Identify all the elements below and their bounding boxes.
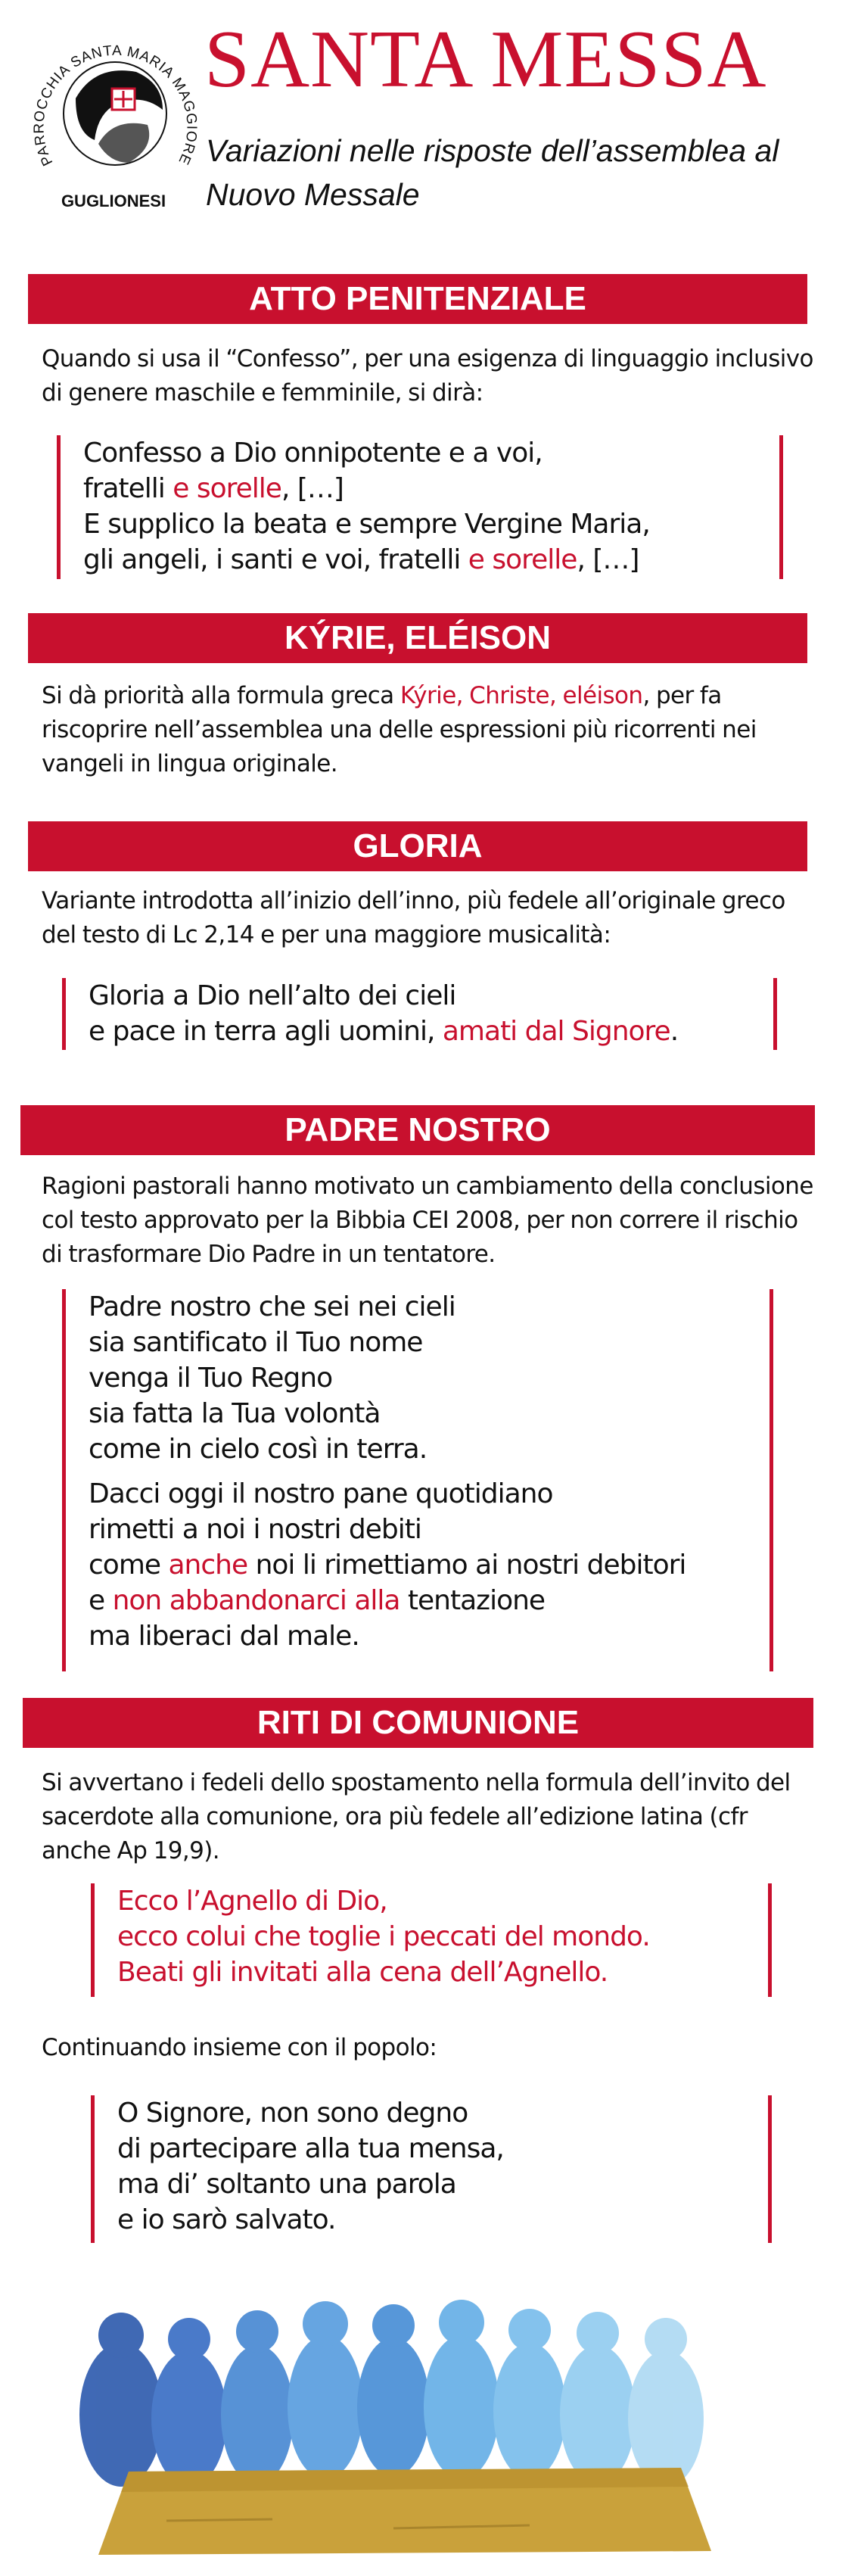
quote-line: E supplico la beata e sempre Vergine Maria, — [83, 509, 650, 540]
highlight-amati-dal-signore: amati dal Signore — [442, 1016, 670, 1047]
gloria-quote — [62, 978, 777, 1050]
continue-text: Continuando insieme con il popolo: — [42, 2034, 437, 2061]
header — [0, 0, 855, 250]
section-heading-riti-di-comunione: RITI DI COMUNIONE — [23, 1698, 813, 1748]
page-subtitle: Variazioni nelle risposte dell’assemblea al Nuovo Messale — [206, 133, 779, 212]
quote-line: di partecipare alla tua mensa, — [117, 2133, 504, 2164]
quote-line: O Signore, non sono degno — [117, 2098, 468, 2129]
quote-line: rimetti a noi i nostri debiti — [89, 1514, 421, 1545]
assembly-illustration — [76, 2294, 742, 2574]
signore-non-sono-degno-quote — [91, 2095, 772, 2243]
quote-line: venga il Tuo Regno — [89, 1363, 333, 1394]
quote-line: Padre nostro che sei nei cieli — [89, 1291, 455, 1322]
quote-line: sia fatta la Tua volontà — [89, 1398, 381, 1429]
kyrie-intro-text: Si dà priorità alla formula greca Kýrie, Christe, eléison, per fa riscoprire nell’assemblea una delle espressioni più ricorrenti nei vangeli in lingua originale. — [42, 682, 757, 777]
highlight-non-abbandonarci: non abbandonarci alla — [112, 1585, 400, 1616]
padre-intro-text: Ragioni pastorali hanno motivato un cambiamento della conclusione col testo approvato per la Bibbia CEI 2008, per non correre il rischio di trasformare Dio Padre in un tentatore. — [42, 1173, 813, 1268]
confesso-quote — [57, 435, 783, 579]
highlight-e-sorelle: e sorelle — [468, 544, 577, 575]
agnello-quote — [91, 1883, 772, 1997]
section-heading-padre-nostro: PADRE NOSTRO — [20, 1105, 815, 1155]
quote-line: ma di’ soltanto una parola — [117, 2169, 456, 2200]
section-heading-kyrie: KÝRIE, ELÉISON — [28, 613, 807, 663]
quote-line: ma liberaci dal male. — [89, 1621, 359, 1652]
quote-line: Gloria a Dio nell’alto dei cieli — [89, 980, 456, 1011]
quote-line: Confesso a Dio onnipotente e a voi, — [83, 438, 543, 469]
parish-logo — [23, 19, 204, 223]
logo-place-text: GUGLIONESI — [61, 192, 166, 210]
atto-intro-text: Quando si usa il “Confesso”, per una esigenza di linguaggio inclusivo di genere maschile e femminile, si dirà: — [42, 345, 813, 406]
quote-line: Beati gli invitati alla cena dell’Agnello. — [117, 1957, 608, 1988]
quote-line: e io sarò salvato. — [117, 2204, 336, 2235]
quote-line: ecco colui che toglie i peccati del mondo. — [117, 1921, 650, 1952]
section-heading-atto-penitenziale: ATTO PENITENZIALE — [28, 274, 807, 324]
padre-nostro-quote — [62, 1289, 773, 1671]
quote-line: come in cielo così in terra. — [89, 1434, 428, 1465]
quote-line: gli angeli, i santi e voi, fratelli e sorelle, […] — [83, 544, 639, 575]
quote-line: sia santificato il Tuo nome — [89, 1327, 423, 1358]
quote-line: Dacci oggi il nostro pane quotidiano — [89, 1478, 553, 1509]
quote-line: fratelli e sorelle, […] — [83, 473, 344, 504]
quote-line: e non abbandonarci alla tentazione — [89, 1585, 546, 1616]
highlight-kyrie-formula: Kýrie, Christe, eléison — [400, 682, 643, 709]
gloria-intro-text: Variante introdotta all’inizio dell’inno, più fedele all’originale greco del testo di Lc 2,14 e per una maggiore musicalità: — [42, 887, 785, 948]
page-title: SANTA MESSA — [204, 14, 767, 104]
highlight-anche: anche — [168, 1550, 248, 1581]
quote-line: Ecco l’Agnello di Dio, — [117, 1886, 387, 1917]
riti-intro-text: Si avvertano i fedeli dello spostamento nella formula dell’invito del sacerdote alla comunione, ora più fedele all’edizione latina (cfr anche Ap 19,9). — [42, 1769, 791, 1864]
section-heading-gloria: GLORIA — [28, 821, 807, 871]
highlight-e-sorelle: e sorelle — [173, 473, 281, 504]
logo-ring-text: PARROCCHIA SANTA MARIA MAGGIORE — [31, 42, 200, 169]
quote-line: e pace in terra agli uomini, amati dal Signore. — [89, 1016, 679, 1047]
quote-line: come anche noi li rimettiamo ai nostri debitori — [89, 1550, 686, 1581]
